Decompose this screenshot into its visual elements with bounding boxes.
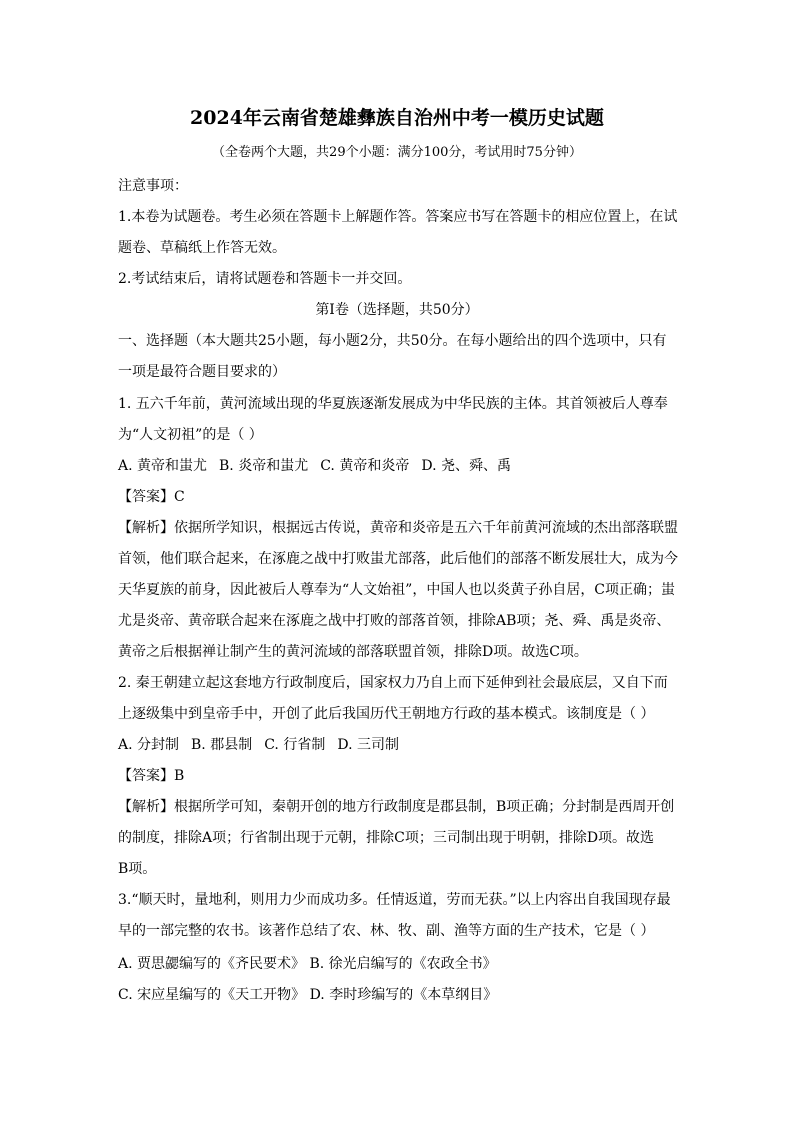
question-1-stem-line-1: 1. 五六千年前，黄河流域出现的华夏族逐渐发展成为中华民族的主体。其首领被后人尊奉 (118, 396, 668, 412)
question-1-analysis-line-1: 【解析】依据所学知识，根据远古传说，黄帝和炎帝是五六千年前黄河流域的杰出部落联盟 (118, 520, 678, 536)
question-1-options (118, 456, 678, 476)
question-1-option-a: A. 黄帝和蚩尤 (118, 458, 208, 474)
question-1-option-b: B. 炎帝和蚩尤 (219, 458, 309, 474)
exam-subtitle: （全卷两个大题，共29个小题：满分100分，考试用时75分钟） (212, 145, 582, 160)
question-1-answer: 【答案】C (118, 489, 185, 505)
question-1-stem-line-2: 为“人文初祖”的是（ ） (118, 427, 263, 443)
question-3-stem-line-2: 早的一部完整的农书。该著作总结了农、林、牧、副、渔等方面的生产技术，它是（ ） (118, 923, 655, 939)
question-1-analysis-line-2: 首领，他们联合起来，在涿鹿之战中打败蚩尤部落，此后他们的部落不断发展壮大，成为今 (118, 551, 678, 567)
question-2-analysis-line-2: 的制度，排除A项；行省制出现于元朝，排除C项；三司制出现于明朝，排除D项。故选 (118, 830, 655, 846)
notice-item-1-line-1: 1.本卷为试题卷。考生必须在答题卡上解题作答。答案应书写在答题卡的相应位置上，在试 (118, 209, 678, 225)
question-3-stem-line-1: 3.“顺天时，量地利，则用力少而成功多。任情返道，劳而无获。”以上内容出自我国现存最 (118, 892, 671, 908)
question-2-option-d: D. 三司制 (337, 737, 399, 753)
question-3-options-line-1: A. 贾思勰编写的《齐民要术》 B. 徐光启编写的《农政全书》 (118, 956, 497, 972)
question-1-analysis-line-5: 黄帝之后根据禅让制产生的黄河流域的部落联盟首领，排除D项。故选C项。 (118, 644, 588, 660)
question-3-options-line-2: C. 宋应星编写的《天工开物》 D. 李时珍编写的《本草纲目》 (118, 987, 498, 1003)
notice-item-2: 2.考试结束后，请将试题卷和答题卡一并交回。 (118, 271, 412, 287)
question-1-analysis-line-4: 尤是炎帝、黄帝联合起来在涿鹿之战中打败的部落首领，排除AB项；尧、舜、禹是炎帝、 (118, 613, 671, 629)
question-2-options (118, 735, 678, 755)
question-1-option-d: D. 尧、舜、禹 (421, 458, 511, 474)
question-2-option-c: C. 行省制 (264, 737, 326, 753)
question-2-stem-line-2: 上逐级集中到皇帝手中，开创了此后我国历代王朝地方行政的基本模式。该制度是（ ） (118, 706, 655, 722)
question-2-option-b: B. 郡县制 (191, 737, 253, 753)
section-heading-line-1: 一、选择题（本大题共25小题，每小题2分，共50分。在每小题给出的四个选项中，只有 (118, 333, 667, 349)
question-2-stem-line-1: 2. 秦王朝建立起这套地方行政制度后，国家权力乃自上而下延伸到社会最底层，又自下而 (118, 675, 668, 691)
question-1-option-c: C. 黄帝和炎帝 (320, 458, 410, 474)
part-heading: 第Ⅰ卷（选择题，共50分） (315, 302, 479, 318)
question-2-analysis-line-1: 【解析】根据所学可知，秦朝开创的地方行政制度是郡县制，B项正确；分封制是西周开创 (118, 799, 675, 815)
question-2-answer: 【答案】B (118, 768, 185, 784)
notice-item-1-line-2: 题卷、草稿纸上作答无效。 (118, 240, 286, 256)
question-2-option-a: A. 分封制 (118, 737, 180, 753)
question-2-analysis-line-3: B项。 (118, 861, 157, 877)
page-title: 2024年云南省楚雄彝族自治州中考一模历史试题 (190, 107, 604, 129)
section-heading-line-2: 一项是最符合题目要求的） (118, 364, 286, 380)
notice-heading: 注意事项： (118, 178, 188, 194)
question-1-analysis-line-3: 天华夏族的前身，因此被后人尊奉为“人文始祖”，中国人也以炎黄子孙自居，C项正确；蚩 (118, 582, 676, 598)
